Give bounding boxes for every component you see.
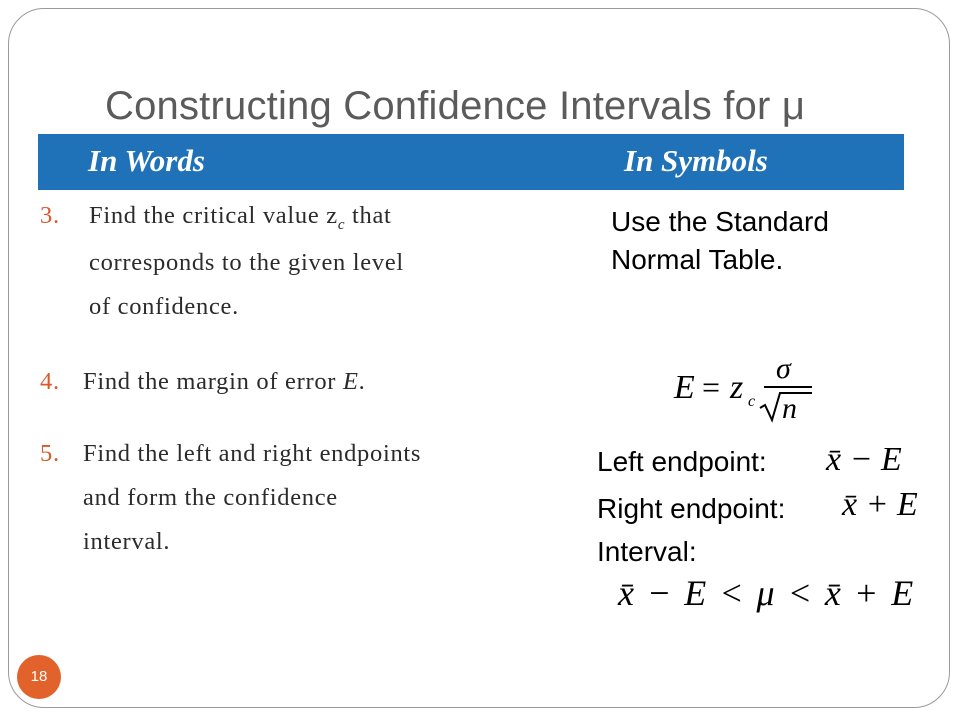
step-line-text: Find the critical value z (89, 202, 338, 229)
step-line: Find the left and right endpoints (83, 440, 422, 467)
right-endpoint-label: Right endpoint: (597, 493, 786, 524)
formula-z: z (730, 369, 744, 406)
step-number: 5. (40, 440, 60, 467)
normal-table-line: Normal Table. (611, 244, 784, 275)
step-text (83, 432, 421, 564)
step-3 (40, 194, 520, 334)
step-line-text: Find the margin of error (83, 368, 343, 395)
step-line: and form the confidence (83, 484, 338, 511)
header-in-words: In Words (88, 143, 205, 178)
margin-of-error-formula (672, 352, 822, 431)
step-line: interval. (83, 528, 171, 555)
formula-n: n (782, 392, 797, 425)
formula-sigma: σ (776, 352, 791, 385)
step-line-suffix: that (345, 202, 392, 229)
interval-label: Interval: (597, 536, 697, 567)
interval-formula: x̄ − E < μ < x̄ + E (618, 573, 916, 613)
step-text (83, 360, 365, 404)
step-line (89, 194, 404, 241)
left-endpoint-formula: x̄ − E (826, 441, 902, 478)
step-5 (40, 432, 530, 572)
formula-subscript: c (748, 393, 756, 410)
column-header-bar (38, 134, 904, 190)
page-number-badge: 18 (17, 655, 61, 699)
step-number: 3. (40, 202, 60, 229)
z-subscript: c (337, 217, 346, 233)
margin-of-error-svg (672, 352, 822, 426)
step-line: of confidence. (89, 293, 239, 320)
header-in-symbols: In Symbols (624, 143, 768, 178)
normal-table-line: Use the Standard (611, 206, 829, 237)
left-endpoint-label: Left endpoint: (597, 446, 767, 477)
formula-e: E (674, 369, 695, 406)
normal-table-note (611, 203, 829, 279)
step-4 (40, 360, 520, 404)
right-endpoint-formula: x̄ + E (842, 486, 918, 523)
formula-equals: = (702, 369, 721, 405)
step-italic-e: E (342, 368, 359, 395)
step-text (89, 194, 404, 329)
step-number: 4. (40, 368, 60, 395)
slide-title: Constructing Confidence Intervals for μ (105, 84, 806, 128)
step-line: corresponds to the given level (89, 249, 404, 276)
step-period: . (358, 368, 366, 395)
